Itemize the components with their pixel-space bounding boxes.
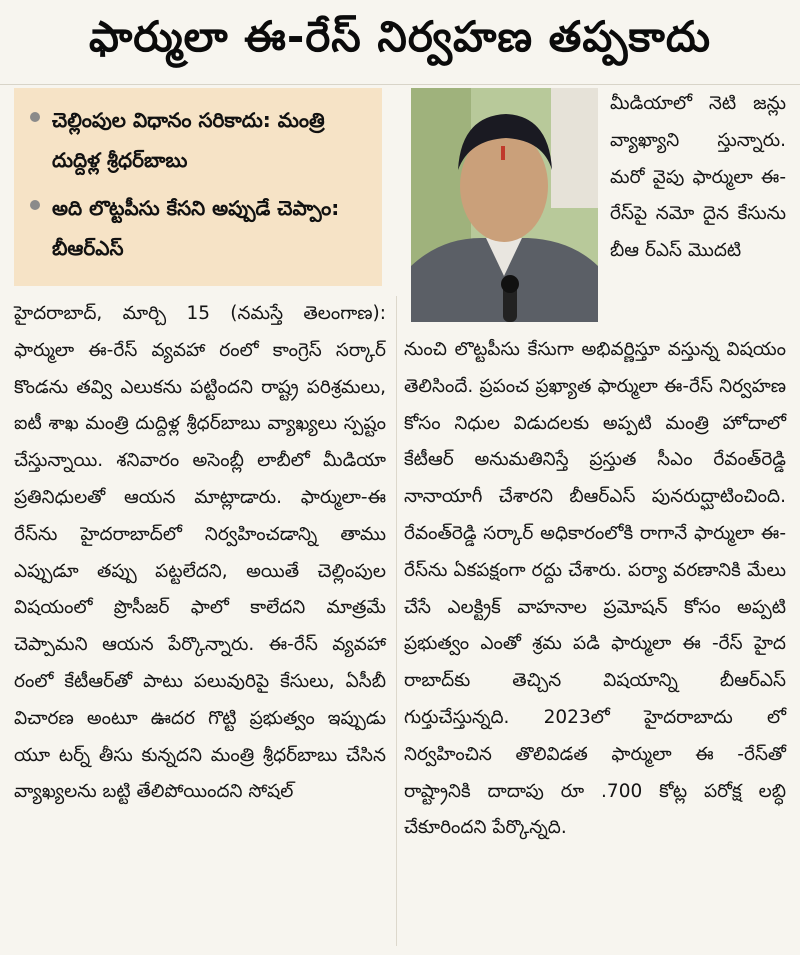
- highlights-box: [14, 88, 382, 286]
- headline: ఫార్ములా ఈ-రేస్ నిర్వహణ తప్పకాదు: [0, 0, 800, 85]
- highlight-text: చెల్లింపుల విధానం సరికాదు: మంత్రి దుద్దిళ్ల శ్రీధర్‌బాబు: [52, 108, 325, 172]
- article-text: హైదరాబాద్, మార్చి 15 (నమస్తే తెలంగాణ): ఫార్ములా ఈ-రేస్ వ్యవహా రంలో కాంగ్రెస్ సర్కార్ కొండను తవ్వి ఎలుకను పట్టిందని రాష్ట్ర పరిశ్రమలు, ఐటీ శాఖ మంత్రి దుద్దిళ్ల శ్రీధర్‌బాబు వ్యాఖ్యలు స్పష్టం చేస్తున్నాయి. శనివారం అసెంబ్లీ లాబీలో మీడియా ప్రతినిధులతో ఆయన మాట్లాడారు. ఫార్ములా-ఈ రేస్‌ను హైదరాబాద్‌లో నిర్వహించడాన్ని తాము ఎప్పుడూ తప్పు పట్టలేదని, అయితే చెల్లింపుల విషయంలో ప్రొసీజర్ ఫాలో కాలేదని మాత్రమే చెప్పామని ఆయన పేర్కొన్నారు. ఈ-రేస్ వ్యవహా రంలో కేటీఆర్‌తో పాటు పలువురిపై కేసులు, ఏసీబీ విచారణ అంటూ ఊదర గొట్టి ప్రభుత్వం ఇప్పుడు యూ టర్న్ తీసు కున్నదని మంత్రి శ్రీధర్‌బాబు చేసిన వ్యాఖ్యలను బట్టి తేలిపోయిందని సోషల్: [14, 303, 386, 803]
- article-text: మీడియాలో నెటి జన్లు వ్యాఖ్యాని స్తున్నారు. మరో వైపు ఫార్ములా ఈ-రేస్‌పై నమో దైన కేసును బీఆ ర్ఎస్ మొదటి: [610, 93, 786, 262]
- article-column-right: [404, 332, 786, 847]
- column-divider: [396, 296, 397, 946]
- article-text: నుంచి లొట్టపీసు కేసుగా అభివర్ణిస్తూ వస్తున్న విషయం తెలిసిందే. ప్రపంచ ప్రఖ్యాత ఫార్ములా ఈ-రేస్ నిర్వహణ కోసం నిధుల విడుదలకు అప్పటి మంత్రి హోదాలో కేటీఆర్ అనుమతినిస్తే ప్రస్తుత సీఎం రేవంత్‌రెడ్డి నానాయాగీ చేశారని బీఆర్ఎస్ పునరుద్ఘాటించింది. రేవంత్‌రెడ్డి సర్కార్ అధికారంలోకి రాగానే ఫార్ములా ఈ-రేస్‌ను ఏకపక్షంగా రద్దు చేశారు. పర్యా వరణానికి మేలు చేసే ఎలక్ట్రిక్ వాహనాల ప్రమోషన్ కోసం అప్పటి ప్రభుత్వం ఎంతో శ్రమ పడి ఫార్ములా ఈ -రేస్ హైద రాబాద్‌కు తెచ్చిన విషయాన్ని బీఆర్ఎస్ గుర్తుచేస్తున్నది. 2023లో హైదరాబాదు లో నిర్వహించిన తొలివిడత ఫార్ములా ఈ -రేస్‌తో రాష్ట్రానికి దాదాపు రూ .700 కోట్ల పరోక్ష లబ్ధి చేకూరిందని పేర్కొన్నది.: [404, 339, 786, 839]
- bullet-icon: [30, 112, 40, 122]
- person-portrait-icon: [411, 88, 598, 322]
- highlight-item: [28, 188, 370, 268]
- highlight-text: అది లొట్టపీసు కేసని అప్పుడే చెప్పాం: బీఆర్ఎస్: [52, 196, 340, 260]
- highlight-item: [28, 100, 370, 180]
- article-column-top-right: [610, 86, 786, 270]
- minister-photo: [411, 88, 598, 322]
- article-column-left: [14, 296, 386, 811]
- bullet-icon: [30, 200, 40, 210]
